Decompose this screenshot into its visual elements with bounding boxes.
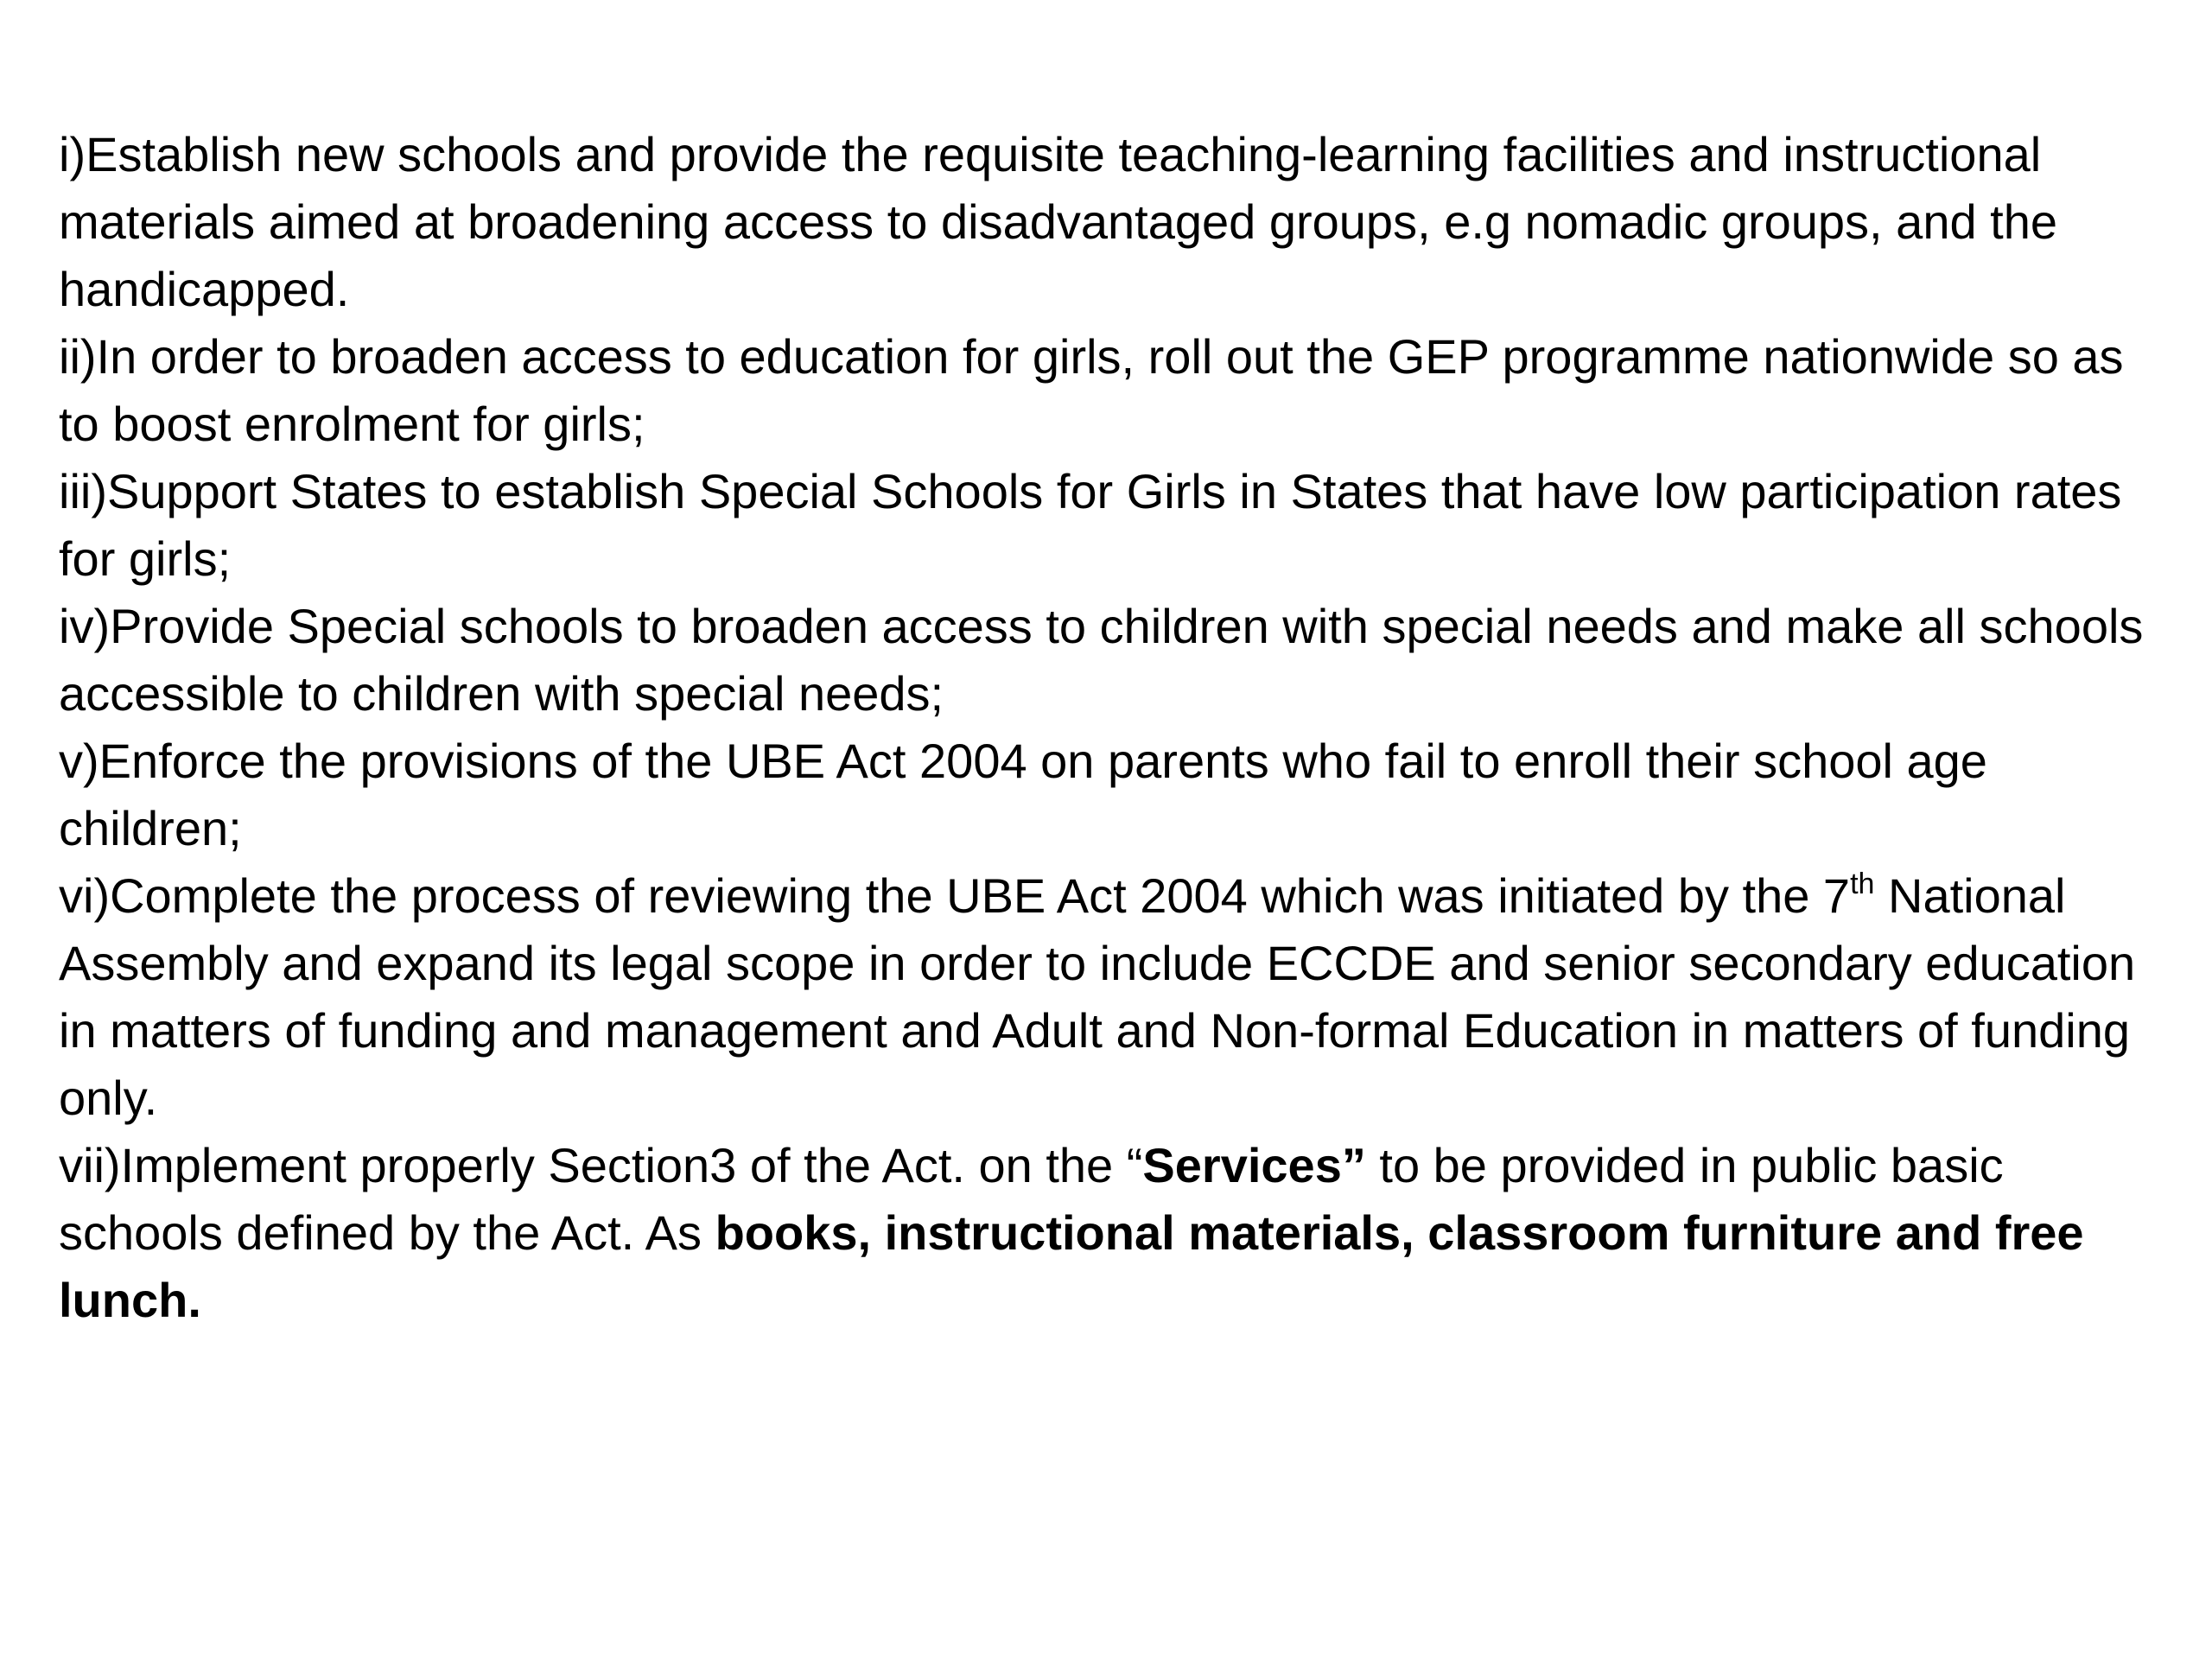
point-vii: [59, 1132, 2167, 1334]
point-vi-text-start: vi)Complete the process of reviewing the UBE Act 2004 which was initiated by the 7: [59, 868, 1851, 923]
point-ii: ii)In order to broaden access to education for girls, roll out the GEP programme nationwide so as to boost enrolment for girls;: [59, 329, 2124, 451]
point-iv: iv)Provide Special schools to broaden access to children with special needs and make all schools accessible to children with special needs;: [59, 599, 2144, 721]
point-vii-text-2: to be provided in public basic schools defined by the Act. As: [59, 1138, 2004, 1260]
point-iii: iii)Support States to establish Special Schools for Girls in States that have low participation rates for girls;: [59, 464, 2122, 586]
point-vi: [59, 862, 2167, 1132]
point-v: v)Enforce the provisions of the UBE Act 2004 on parents who fail to enroll their school age children;: [59, 734, 1987, 855]
point-i: i)Establish new schools and provide the requisite teaching-learning facilities and instructional materials aimed at broadening access to disadvantaged groups, e.g nomadic groups, and the handicapped.: [59, 127, 2058, 316]
point-vii-text-1: vii)Implement properly Section3 of the Act. on the “: [59, 1138, 1143, 1192]
ordinal-suffix: th: [1850, 868, 1875, 900]
services-emphasis: Services”: [1142, 1138, 1366, 1192]
point-vi-text-end: National Assembly and expand its legal scope in order to include ECCDE and senior secondary education in matters of funding and management and Adult and Non-formal Education in matters of funding only.: [59, 868, 2136, 1125]
services-list-emphasis: books, instructional materials, classroom furniture and free lunch.: [59, 1205, 2084, 1327]
slide-body: [59, 121, 2167, 1334]
